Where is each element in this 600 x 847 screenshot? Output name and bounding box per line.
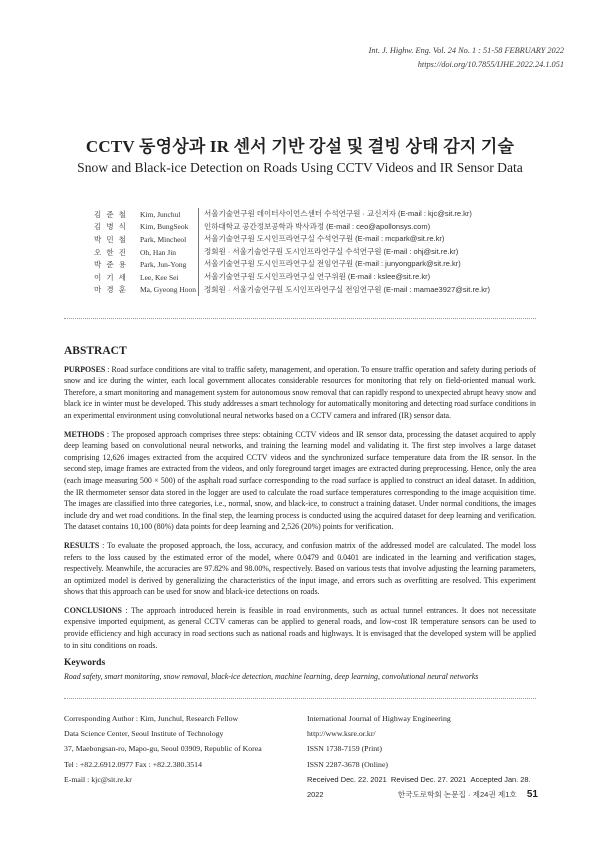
methods-label: METHODS	[64, 429, 105, 439]
divider	[64, 698, 536, 699]
divider	[64, 318, 536, 319]
author-name-english: Kim, BungSeok	[140, 222, 189, 232]
journal-header	[369, 44, 564, 72]
author-name-english: Kim, Junchul	[140, 209, 181, 219]
purposes-paragraph	[64, 364, 536, 422]
author-affiliation: 정회원 · 서울기술연구원 도시인프라연구실 전임연구원 (E-mail : mamae3927@sit.re.kr)	[198, 284, 490, 297]
journal-url[interactable]: http://www.ksre.or.kr/	[307, 729, 376, 739]
revised-date: Dec. 27. 2021	[420, 774, 467, 784]
author-row	[94, 233, 490, 246]
author-email: E-mail : kjc@sit.re.kr	[64, 774, 132, 784]
title-korean: CCTV 동영상과 IR 센서 기반 강설 및 결빙 상태 감지 기술	[85, 137, 515, 156]
citation-line: Int. J. Highw. Eng. Vol. 24 No. 1 : 51-58 FEBRUARY 2022	[368, 46, 564, 55]
methods-paragraph	[64, 429, 536, 533]
author-name-korean: 김 준 철	[94, 209, 128, 219]
corresponding-author-block	[64, 711, 307, 802]
author-row	[94, 284, 490, 297]
author-name-english: Park, Mincheol	[140, 234, 187, 244]
conclusions-paragraph	[64, 605, 536, 651]
purposes-label: PURPOSES	[64, 364, 106, 374]
author-name-korean: 마 경 훈	[94, 285, 128, 295]
issn-online: ISSN 2287-3678 (Online)	[307, 759, 388, 769]
conclusions-label: CONCLUSIONS	[64, 605, 122, 615]
author-affiliation: 서울기술연구원 데이터사이언스센터 수석연구원 · 교신저자 (E-mail : kjc@sit.re.kr)	[198, 208, 472, 221]
results-paragraph	[64, 540, 536, 598]
author-name-korean: 박 민 철	[94, 234, 128, 244]
author-name-korean: 박 준 용	[94, 260, 128, 270]
conclusions-text: : The approach introduced herein is feasible in road environments, such as actual tunnel entrances. It does not necessitate expensive imported equipment, as general CCTV cameras can be applied to general roads, and low-cost IR temperature sensors can be used to provide efficiency and high accuracy in road sections such as national roads and highways. It is envisaged that the developed system will be applied to in situ conditions on roads.	[64, 605, 536, 650]
page-footer	[398, 789, 538, 800]
author-affiliation: 서울기술연구원 도시인프라연구실 연구위원 (E-mail : kslee@sit.re.kr)	[198, 271, 430, 284]
author-row	[94, 208, 490, 221]
corresponding-author: Corresponding Author : Kim, Junchul, Research Fellow	[64, 714, 239, 723]
accepted-date: Jan. 28. 2022	[307, 774, 531, 800]
purposes-text: : Road surface conditions are vital to traffic safety, management, and operation. To ensure traffic operation and safety during periods of snow and ice during the winter, each local government allocates considerable resources for monitoring that rely on field-oriented manual work. Therefore, a smart monitoring and management system for autonomous snow removal that can rapidly respond to unexpected abrupt heavy snow and black ice in winter must be developed. This study addresses a smart technology for automatically monitoring and detecting road surface conditions in an experimental environment using convolutional neural networks based on a CCTV camera and infrared (IR) sensor data.	[64, 364, 536, 420]
author-row	[94, 258, 490, 271]
page-number: 51	[526, 789, 538, 800]
author-row	[94, 271, 490, 284]
accepted-label: Accepted	[470, 774, 503, 784]
keywords-text: Road safety, smart monitoring, snow removal, black-ice detection, machine learning, deep learning, convolutional neural networks	[64, 671, 479, 681]
author-institution: Data Science Center, Seoul Institute of Technology	[64, 729, 224, 739]
author-row	[94, 221, 490, 234]
methods-text: : The proposed approach comprises three steps: obtaining CCTV videos and IR sensor data, processing the dataset acquired to apply deep learning based on convolutional neural networks, and training the learning model and validating it. The first step involves a large dataset comprising 12,626 images extracted from the acquired CCTV videos and the synchronized surface temperature data from the IR sensor. In the second step, image frames are extracted from the videos, and only foreground target images are extracted during preprocessing. Hence, only the area (each image measuring 500 × 500) of the asphalt road surface corresponding to the road surface is applied to construct an ideal dataset. In addition, the IR thermometer sensor data stored in the logger are used to calculate the road surface temperatures corresponding to the image acquisition time. The images are classified into three categories, i.e., normal, snow, and black-ice, to construct a training dataset. Under normal conditions, the images include dry and wet road conditions. In the final step, the learning process is conducted using the acquired dataset for deep learning and verification. The dataset contains 10,100 (80%) data points for deep learning and 2,526 (20%) points for verification.	[64, 429, 536, 532]
author-list	[94, 208, 490, 296]
keywords-heading: Keywords	[64, 658, 106, 669]
author-name-english: Park, Jun-Yong	[140, 260, 187, 270]
author-address: 37, Maebongsan-ro, Mapo-gu, Seoul 03909, Republic of Korea	[64, 744, 262, 754]
author-name-korean: 김 병 식	[94, 222, 128, 232]
author-name-english: Oh, Han Jin	[140, 247, 177, 257]
results-label: RESULTS	[64, 540, 100, 550]
issn-print: ISSN 1738-7159 (Print)	[307, 744, 382, 754]
author-name-english: Ma, Gyeong Hoon	[140, 285, 197, 295]
author-row	[94, 246, 490, 259]
journal-footer-name: 한국도로학회 논문집 · 제24권 제1호	[397, 790, 517, 799]
journal-name: International Journal of Highway Engineering	[307, 714, 451, 723]
revised-label: Revised	[390, 774, 419, 784]
received-label: Received	[307, 774, 339, 784]
author-affiliation: 서울기술연구원 도시인프라연구실 수석연구원 (E-mail : mcpark@sit.re.kr)	[198, 233, 444, 246]
author-name-english: Lee, Kee Sei	[140, 272, 179, 282]
received-date: Dec. 22. 2021	[340, 774, 387, 784]
author-name-korean: 오 한 진	[94, 247, 128, 257]
author-affiliation: 인하대학교 공간정보공학과 박사과정 (E-mail : ceo@apollonsys.com)	[198, 221, 430, 234]
author-phone-fax: Tel : +82.2.6912.0977 Fax : +82.2.380.3514	[64, 759, 202, 769]
author-affiliation: 정회원 · 서울기술연구원 도시인프라연구실 수석연구원 (E-mail : ohj@sit.re.kr)	[198, 246, 458, 259]
abstract-heading: ABSTRACT	[64, 345, 127, 357]
results-text: : To evaluate the proposed approach, the loss, accuracy, and confusion matrix of the addressed model are calculated. The model loss refers to the loss caused by the estimated error of the model, where 0.0479 and 0.0401 are indicated in the learning and verification stages, respectively. Meanwhile, the accuracies are 97.82% and 98.00%, respectively. Based on various tests that involve adjusting the learning parameters, an optimized model is derived by generalizing the characteristics of the input image, and errors such as overfitting are resolved. This experiment shows that this approach can be used for snow and black-ice detections on roads.	[64, 540, 536, 597]
title-english: Snow and Black-ice Detection on Roads Using CCTV Videos and IR Sensor Data	[77, 160, 523, 175]
doi-link[interactable]: https://doi.org/10.7855/IJHE.2022.24.1.051	[417, 60, 564, 69]
abstract-section	[64, 346, 536, 682]
author-affiliation: 서울기술연구원 도시인프라연구실 전임연구원 (E-mail : junyongpark@sit.re.kr)	[198, 258, 461, 271]
author-name-korean: 이 기 세	[94, 272, 128, 282]
